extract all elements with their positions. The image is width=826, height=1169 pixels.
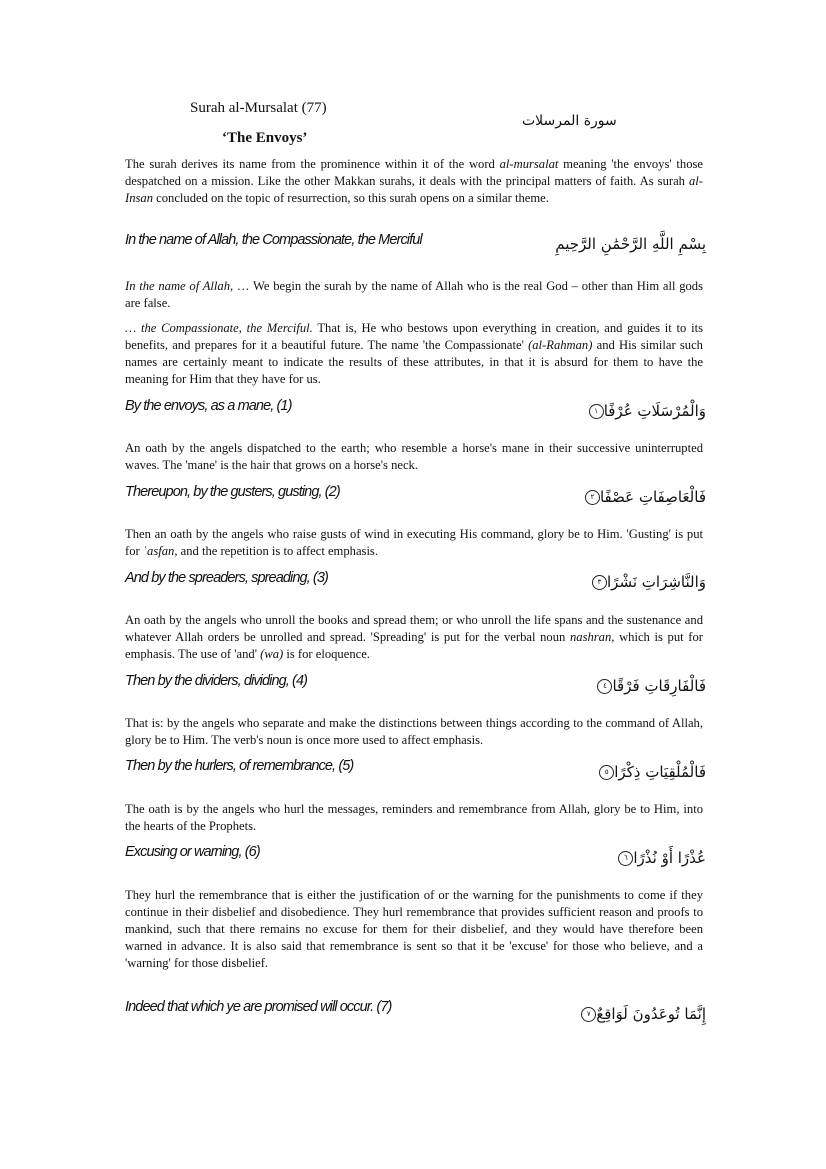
verse-3-arabic [589, 573, 706, 591]
commentary-term: nashran [569, 630, 612, 644]
intro-text: meaning 'the envoys' those despatched on a mission. Like the other Makkan surahs, it deals with the principal matters of faith. As surah [125, 157, 704, 188]
commentary-text: , which is put for emphasis. The use of 'and' [125, 630, 703, 661]
ayah-marker-icon: ٥ [599, 765, 614, 780]
verse-3-english: And by the spreaders, spreading, (3) [125, 570, 328, 586]
verse-6-arabic [615, 849, 706, 867]
verse-arabic-text: إِنَّمَا تُوعَدُونَ لَوَاقِعٌ [596, 1005, 706, 1023]
verse-arabic-text: وَالْمُرْسَلَاتِ عُرْفًا [603, 402, 706, 420]
verse-arabic-text: عُذْرًا أَوْ نُذْرًا [633, 849, 706, 867]
commentary-term: (al-Rahman) [528, 338, 593, 352]
surah-subtitle: ‘The Envoys’ [222, 130, 308, 146]
verse-1-arabic [586, 402, 706, 420]
commentary-term: ʿasfan [142, 544, 175, 558]
basmala-commentary-2 [125, 320, 703, 388]
surah-title: Surah al-Mursalat (77) [190, 100, 327, 116]
verse-5-english: Then by the hurlers, of remembrance, (5) [125, 758, 354, 774]
verse-5-commentary: The oath is by the angels who hurl the messages, reminders and remembrance from Allah, glory be to Him, into the hearts of the Prophets. [125, 802, 703, 833]
verse-1-english: By the envoys, as a mane, (1) [125, 398, 292, 414]
intro-term: al-Insan [125, 174, 703, 205]
commentary-text: , and the repetition is to affect emphasis. [174, 544, 378, 558]
intro-term: al-mursalat [499, 157, 559, 171]
verse-5-arabic [596, 763, 706, 781]
verse-arabic-text: فَالْمُلْقِيَاتِ ذِكْرًا [614, 763, 706, 781]
verse-4-english: Then by the dividers, dividing, (4) [125, 673, 308, 689]
verse-7-english: Indeed that which ye are promised will occur. (7) [125, 999, 392, 1015]
intro-text: The surah derives its name from the prominence within it of the word [125, 157, 500, 171]
intro-text: concluded on the topic of resurrection, so this surah opens on a similar theme. [153, 191, 549, 205]
arabic-surah-title: سورة المرسلات [522, 113, 617, 129]
commentary-text: … We begin the surah by the name of Allah who is the real God – other than Him all gods are false. [125, 279, 704, 310]
verse-2-english: Thereupon, by the gusters, gusting, (2) [125, 484, 340, 500]
commentary-term: In the name of Allah, [125, 279, 234, 293]
commentary-text: is for eloquence. [283, 647, 370, 661]
verse-1-commentary: An oath by the angels dispatched to the earth; who resemble a horse's mane in their successive uninterrupted waves. The 'mane' is the hair that grows on a horse's neck. [125, 441, 703, 472]
verse-2-commentary [125, 526, 703, 560]
verse-6-english: Excusing or warning, (6) [125, 844, 260, 860]
verse-4-commentary: That is: by the angels who separate and make the distinctions between things according to the command of Allah, glory be to Him. The verb's noun is once more used to affect emphasis. [125, 716, 703, 747]
basmala-commentary-1 [125, 278, 703, 312]
verse-3-commentary [125, 612, 703, 663]
verse-6-commentary: They hurl the remembrance that is either the justification of or the warning for the punishments to come if they continue in their disbelief and disobedience. They hurl remembrance that provides sufficient reason and proofs to mankind, such that there remains no excuse for them for their disbelief, and they would have therefore been warned in advance. It is also said that remembrance is sent so that it be 'excuse' for those who believe, and a 'warning' for those disbelief. [125, 888, 703, 970]
verse-arabic-text: وَالنَّاشِرَاتِ نَشْرًا [607, 573, 706, 591]
verse-arabic-text: فَالْعَاصِفَاتِ عَصْفًا [599, 488, 706, 506]
verse-arabic-text: فَالْفَارِقَاتِ فَرْقًا [612, 677, 706, 695]
basmala-english: In the name of Allah, the Compassionate, the Merciful [125, 232, 422, 248]
ayah-marker-icon: ١ [589, 404, 604, 419]
ayah-marker-icon: ٦ [618, 851, 633, 866]
commentary-text: Then an oath by the angels who raise gusts of wind in executing His command, glory be to Him. 'Gusting' is put for [125, 527, 703, 558]
ayah-marker-icon: ٧ [581, 1007, 596, 1022]
intro-paragraph [125, 156, 703, 207]
commentary-text: and His similar such names are certainly meant to indicate the results of these attributes, in that it is absurd for them to have the meaning for Him that they have for us. [125, 338, 703, 386]
verse-2-arabic [582, 488, 706, 506]
commentary-term: … the Compassionate, the Merciful. [125, 321, 313, 335]
commentary-text: That is, He who bestows upon everything in creation, and guides it to its benefits, and prepares for it a beautiful future. The name 'the Compassionate' [125, 321, 703, 352]
ayah-marker-icon: ٣ [592, 575, 607, 590]
ayah-marker-icon: ٢ [585, 490, 600, 505]
basmala-arabic: بِسْمِ اللَّهِ الرَّحْمَٰنِ الرَّحِيمِ [555, 235, 706, 253]
commentary-text: An oath by the angels who unroll the books and spread them; or who unroll the life spans and the sustenance and whatever Allah orders be unrolled and spread. 'Spreading' is put for the verbal noun [125, 613, 703, 644]
commentary-term: (wa) [260, 647, 284, 661]
verse-4-arabic [594, 677, 706, 695]
ayah-marker-icon: ٤ [597, 679, 612, 694]
verse-7-arabic [578, 1005, 706, 1023]
